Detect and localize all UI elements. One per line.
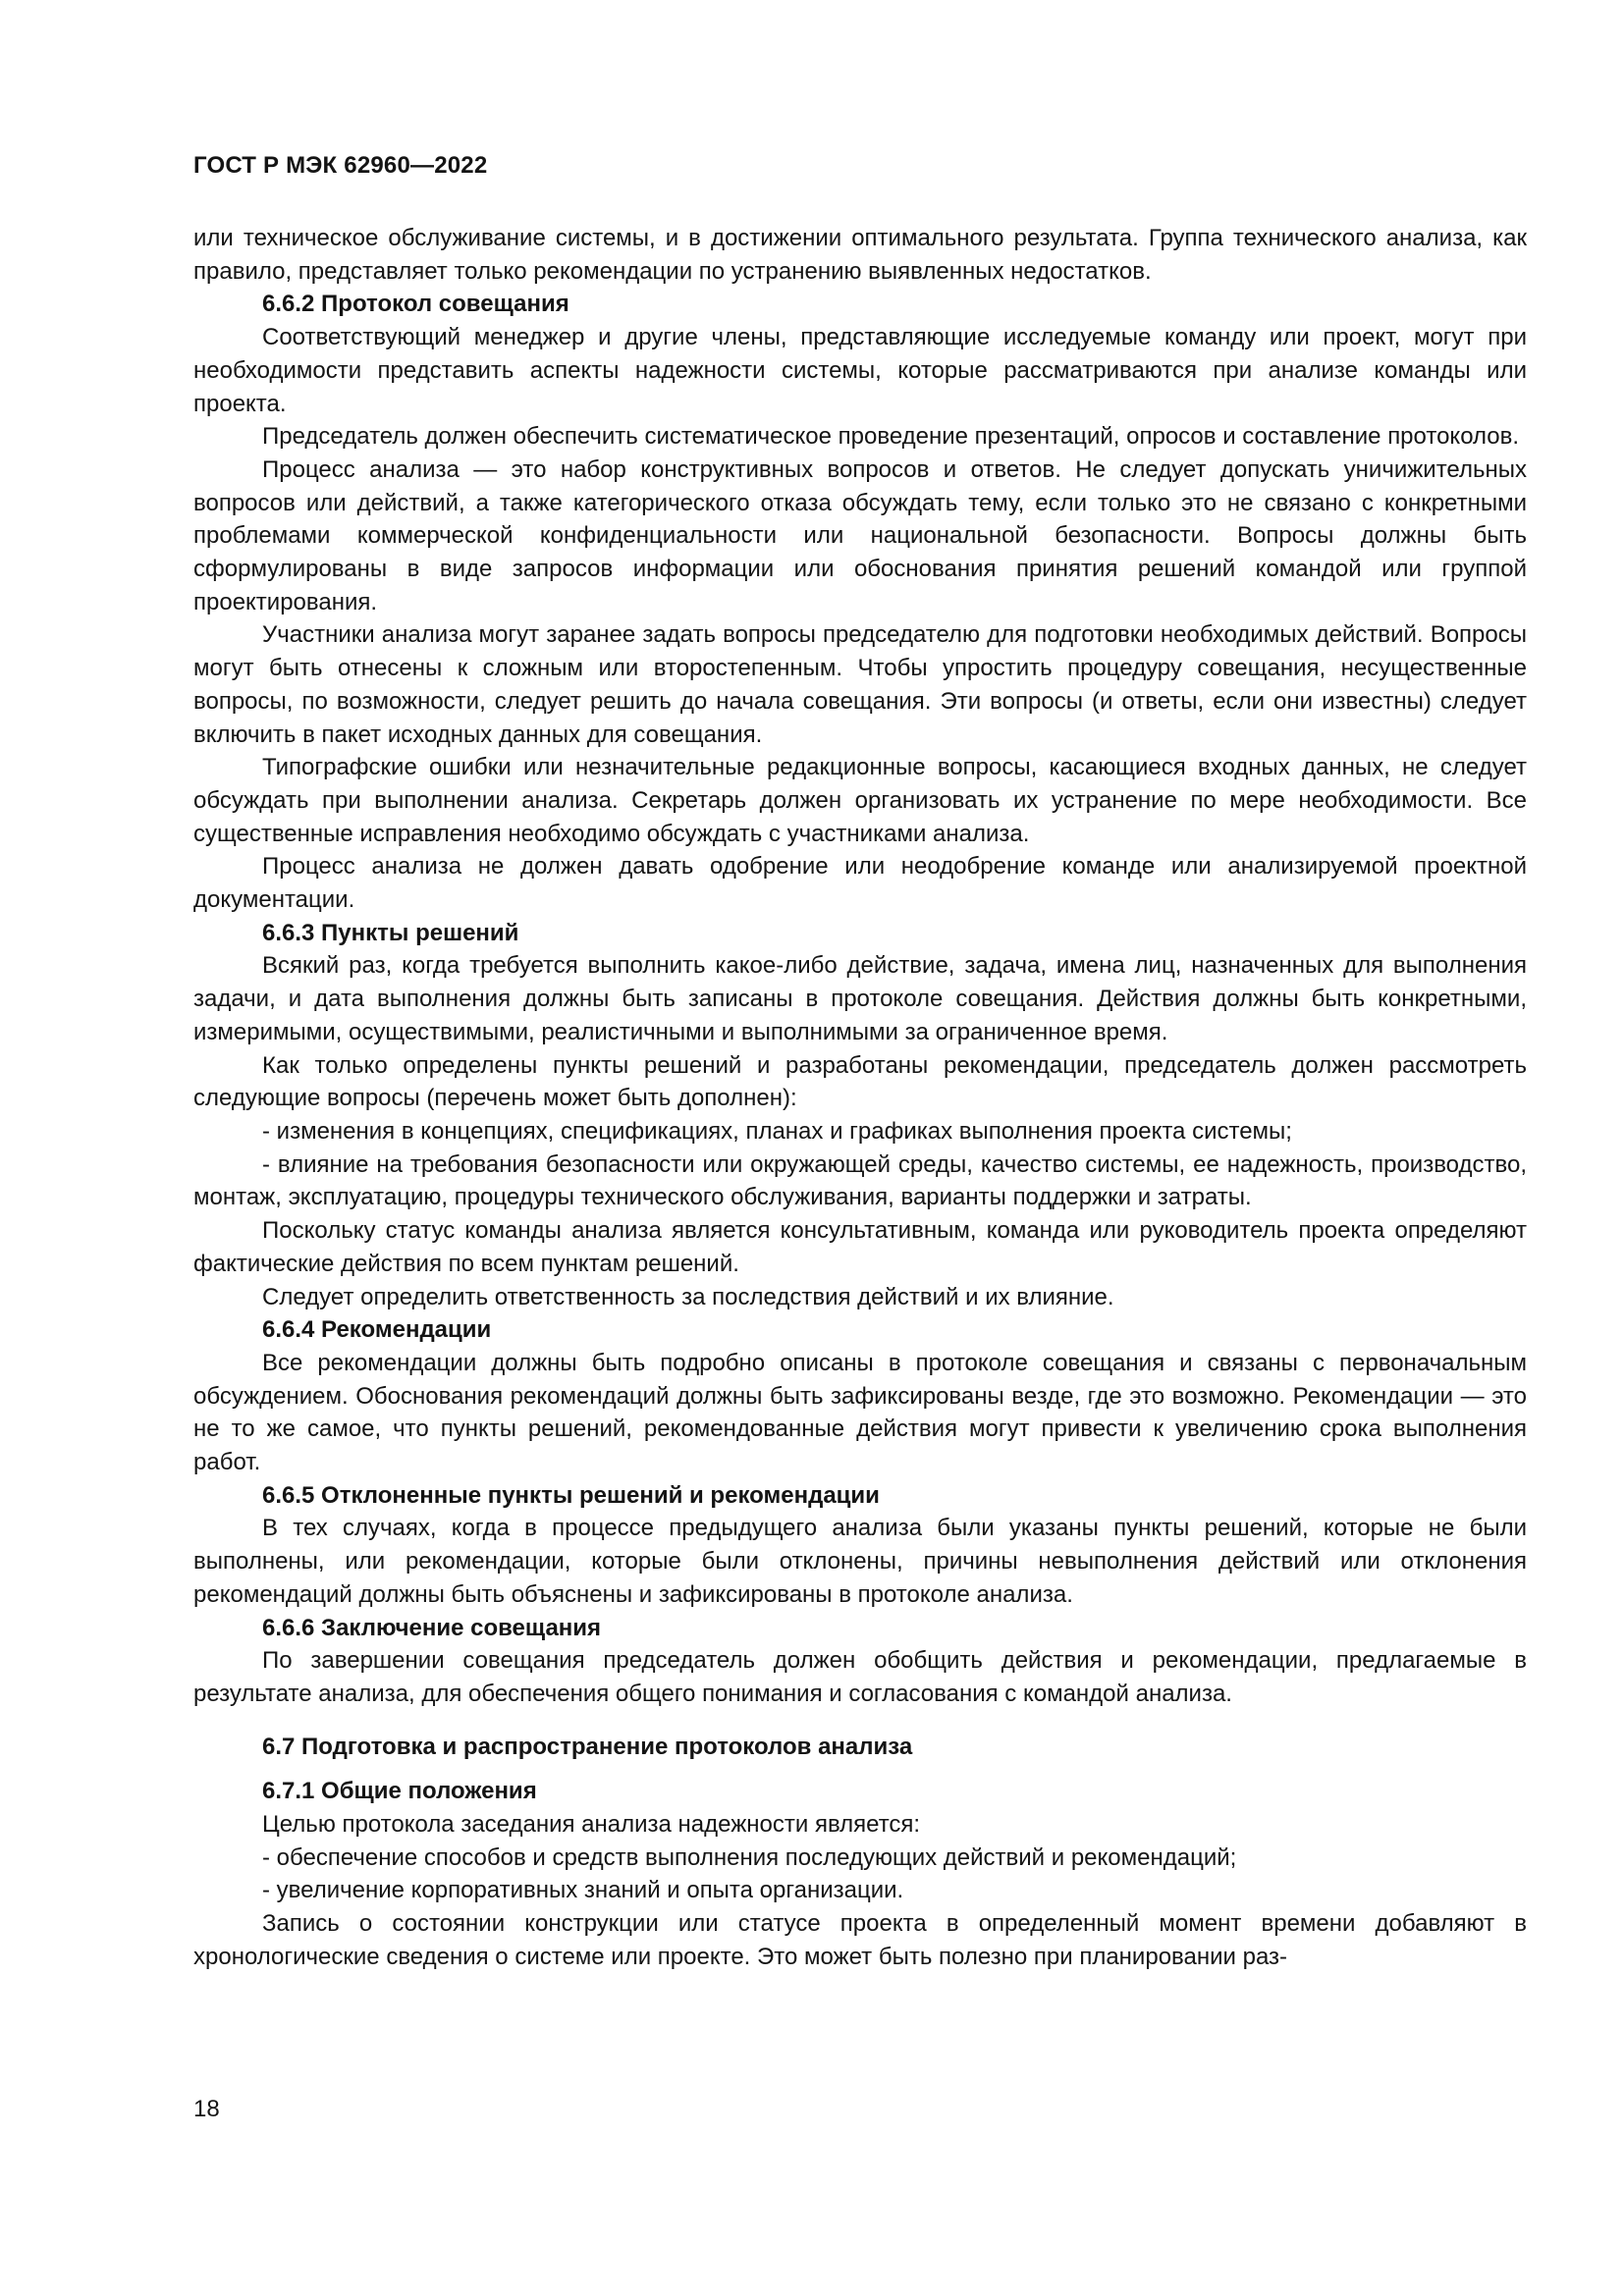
paragraph-continuation: или техническое обслуживание системы, и в достижении оптимального результата. Группа технического анализа, как правило, представляет только рекомендации по устранению выявленных недостатков. [193,225,1527,285]
paragraph: Процесс анализа не должен давать одобрение или неодобрение команде или анализируемой проектной документации. [193,853,1527,914]
paragraph: Поскольку статус команды анализа является консультативным, команда или руководитель проекта определяют фактические действия по всем пунктам решений. [193,1217,1527,1277]
paragraph: Следует определить ответственность за последствия действий и их влияние. [262,1283,1114,1310]
paragraph: Все рекомендации должны быть подробно описаны в протоколе совещания и связаны с первоначальным обсуждением. Обоснования рекомендаций должны быть зафиксированы везде, где это возможно. Рекомендации — это не то же самое, что пункты решений, рекомендованные действия могут привести к увеличению срока выполнения работ. [193,1349,1527,1476]
section-heading: 6.6.4 Рекомендации [262,1316,492,1344]
paragraph: Председатель должен обеспечить систематическое проведение презентаций, опросов и составление протоколов. [262,423,1520,451]
paragraph: Участники анализа могут заранее задать вопросы председателю для подготовки необходимых действий. Вопросы могут быть отнесены к сложным или второстепенным. Чтобы упростить процедуру совещания, несущественные вопросы, по возможности, следует решить до начала совещания. Эти вопросы (и ответы, если они известны) следует включить в пакет исходных данных для совещания. [193,621,1527,748]
section-heading: 6.6.3 Пункты решений [262,919,519,946]
paragraph: В тех случаях, когда в процессе предыдущего анализа были указаны пункты решений, которые не были выполнены, или рекомендации, которые были отклонены, причины невыполнения действий или отклонения рекомендаций должны быть объяснены и зафиксированы в протоколе анализа. [193,1515,1527,1608]
paragraph: Запись о состоянии конструкции или статусе проекта в определенный момент времени добавляют в хронологические сведения о системе или проекте. Это может быть полезно при планировании раз- [193,1910,1527,1970]
list-item: - обеспечение способов и средств выполнения последующих действий и рекомендаций; [262,1843,1237,1871]
section-heading: 6.7.1 Общие положения [262,1778,537,1805]
section-heading: 6.6.6 Заключение совещания [262,1614,602,1641]
list-item: - изменения в концепциях, спецификациях, планах и графиках выполнения проекта системы; [262,1117,1292,1145]
section-heading: 6.6.2 Протокол совещания [262,291,569,318]
page-number: 18 [193,2096,220,2122]
document-header: ГОСТ Р МЭК 62960—2022 [193,152,488,179]
paragraph: Всякий раз, когда требуется выполнить какое-либо действие, задача, имена лиц, назначенных для выполнения задачи, и дата выполнения должны быть записаны в протоколе совещания. Действия должны быть конкретными, измеримыми, осуществимыми, реалистичными и выполнимыми за ограниченное время. [193,952,1527,1045]
paragraph: Типографские ошибки или незначительные редакционные вопросы, касающиеся входных данных, не следует обсуждать при выполнении анализа. Секретарь должен организовать их устранение по мере необходимости. Все существенные исправления необходимо обсуждать с участниками анализа. [193,754,1527,847]
document-body [193,222,1527,1974]
paragraph: Как только определены пункты решений и разработаны рекомендации, председатель должен рассмотреть следующие вопросы (перечень может быть дополнен): [193,1051,1527,1112]
section-heading: 6.7 Подготовка и распространение протоколов анализа [262,1733,913,1760]
list-item: - влияние на требования безопасности или окружающей среды, качество системы, ее надежность, производство, монтаж, эксплуатацию, процедуры технического обслуживания, варианты поддержки и затраты. [193,1150,1527,1211]
list-item: - увеличение корпоративных знаний и опыта организации. [262,1877,904,1904]
paragraph: По завершении совещания председатель должен обобщить действия и рекомендации, предлагаемые в результате анализа, для обеспечения общего понимания и согласования с командой анализа. [193,1647,1527,1707]
paragraph: Целью протокола заседания анализа надежности является: [262,1811,921,1839]
paragraph: Процесс анализа — это набор конструктивных вопросов и ответов. Не следует допускать уничижительных вопросов или действий, а также категорического отказа обсуждать тему, если только это не связано с конкретными проблемами коммерческой конфиденциальности или национальной безопасности. Вопросы должны быть сформулированы в виде запросов информации или обоснования принятия решений командой или группой проектирования. [193,455,1527,615]
paragraph: Соответствующий менеджер и другие члены, представляющие исследуемые команду или проект, могут при необходимости представить аспекты надежности системы, которые рассматриваются при анализе команды или проекта. [193,324,1527,417]
section-heading: 6.6.5 Отклоненные пункты решений и рекомендации [262,1481,880,1509]
